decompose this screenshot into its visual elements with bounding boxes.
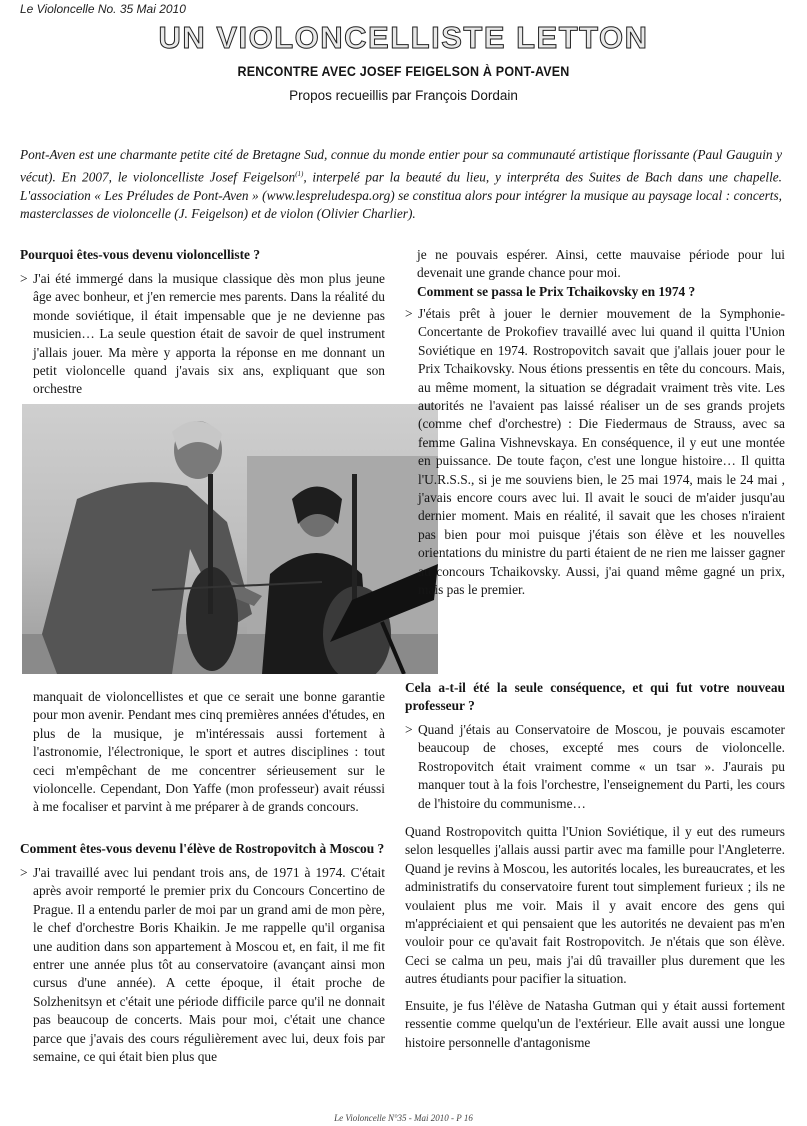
left-column-q2: [20, 840, 385, 1066]
question-3: Comment se passa le Prix Tchaikovsky en 1974 ?: [417, 283, 696, 299]
paragraph-5: Quand Rostropovitch quitta l'Union Soviétique, il y eut des rumeurs selon lesquelles j'allais aussi partir avec ma famille pour l'Angleterre. Quand je revins à Moscou, les autorités locales, les bureaucrates, et les administratifs du conservatoire furent tout simplement furieux ; ils ne voulaient plus me voir. Mais il y avait encore des gens qui m'appréciaient et qui pensaient que les autorités ne devaient pas m'en vouloir pour ce qu'avait fait Rostropovitch. Je n'étais que son élève. Ceci se calma un peu, mais j'ai dû travailler plus durement que les autres étudiants pour pacifier la situation.: [405, 824, 785, 987]
answer-1: [20, 270, 385, 399]
answer-1-text: J'ai été immergé dans la musique classique dès mon plus jeune âge avec bonheur, et j'en remercie mes parents. Dans la réalité du monde soviétique, il était impensable que je ne devienne pas musicien… La seule question était de savoir de quel instrument j'allais jouer. Ma mère y apporta la réponse en me donnant un petit violoncelle quand j'avais six ans, expliquant que son orchestre: [33, 271, 385, 397]
byline: Propos recueillis par François Dordain: [289, 88, 518, 103]
left-column-top: [20, 246, 385, 399]
question-2: Comment êtes-vous devenu l'élève de Rostropovitch à Moscou ?: [20, 841, 385, 856]
intro-paragraph: [20, 146, 782, 224]
answer-3: [405, 305, 785, 600]
right-column-top: [417, 246, 785, 301]
answer-1-continued: manquait de violoncellistes et que ce serait une bonne garantie pour mon avenir. Pendant mes cinq premières années d'études, en plus de la musique, je m'intéressais aussi fortement à l'astronomie, l'électronique, le sport et autres disciplines : tout ceci m'empêchant de me concentrer sérieusement sur le violoncelle. Cependant, Don Yaffe (mon professeur) avait réussi à me focaliser et parvint à me préparer à de grands concours.: [33, 689, 385, 815]
paragraph-6: Ensuite, je fus l'élève de Natasha Gutman qui y était aussi fortement ressentie comme quelqu'un de l'extérieur. Elle avait aussi une longue histoire personnelle d'antagonisme: [405, 997, 785, 1050]
article-photo: [22, 404, 438, 674]
running-head: Le Violoncelle No. 35 Mai 2010: [20, 2, 186, 16]
question-4: Cela a-t-il été la seule conséquence, et qui fut votre nouveau professeur ?: [405, 680, 785, 713]
intro-url: (www.lespreludespa.org): [262, 187, 395, 203]
answer-2-text: J'ai travaillé avec lui pendant trois ans, de 1971 à 1974. C'était après avoir remporté le premier prix du Concours Concertino de Prague. Il a entendu parler de moi par un grand ami de mon père, le chef d'orchestre Boris Khaikin. Je me rappelle qu'il organisa une audition dans son appartement à Moscou et, en fait, il me fit entrer une année plus tôt au conservatoire (avançant ainsi mon cursus d'une année). A cette époque, il était proche de Solzhenitsyn et c'était une période difficile parce qu'il ne donnait pas beaucoup de concerts. Mais pour moi, c'était une chance parce que j'avais des cours régulièrement avec lui, deux fois par semaine, ce qui était bien plus que: [33, 865, 385, 1065]
photo-illustration: [22, 404, 438, 674]
answer-marker: >: [20, 865, 28, 880]
answer-marker: >: [405, 306, 413, 321]
intro-text-1: Pont-Aven est une charmante petite cité de Bretagne Sud, connue du monde entier pour sa communauté artistique florissante (Paul Gauguin y vécut). En 2007, le violoncelliste Josef Feigelson: [20, 147, 782, 185]
page-footer: Le Violoncelle N°35 - Mai 2010 - P 16: [334, 1113, 473, 1123]
answer-4-text: Quand j'étais au Conservatoire de Moscou, je pouvais escamoter beaucoup de choses, excepté mes cours de violoncelle. Rostropovitch était vraiment comme « un tsar ». J'aurais pu manquer tout à la fois l'orchestre, l'enseignement du Parti, les cours de l'histoire du communisme…: [418, 722, 785, 811]
answer-2-continued: je ne pouvais espérer. Ainsi, cette mauvaise période pour lui devenait une grande chance pour moi.: [417, 247, 785, 281]
intro-text-3: se constitua alors pour intégrer la musique au paysage local : concerts, masterclasses de violoncelle (J. Feigelson) et de violon (Olivier Charlier).: [20, 187, 782, 222]
answer-3-text: J'étais prêt à jouer le dernier mouvement de la Symphonie-Concertante de Prokofiev travaillé avec lui quand il quitta l'Union Soviétique en 1974. Rostropovitch savait que j'allais jouer pour le Prix Tchaikovsky. Nous étions pressentis en tête du concours. Mais, au même moment, la situation se dégradait vraiment très vite. Les autorités ne l'avaient pas laissé réaliser un de ses grands projets (comme chef d'orchestre) : Die Fiedermaus de Strauss, avec sa femme Galina Vishnevskaya. En conséquence, il y eut une montée en puissance. De toute façon, c'est une longue histoire… Il quitta l'U.R.S.S., si je me souviens bien, le 25 mai 1974, mais le 24 mai , j'avais encore cours avec lui. Il avait le souci de m'aider jusqu'au dernier moment. Mais en réalité, il savait que les choses n'iraient pas bien pour moi puisque j'étais son élève et les nouvelles orientations du ministre du parti étaient de ne rien me laisser gagner au concours Tchaikovsky. Aussi, j'ai quand même gagné un prix, mais pas le premier.: [418, 306, 785, 598]
intro-text-2: , interpelé par la beauté du lieu, y interpréta des Suites de Bach dans une chapelle. L'association « Les Préludes de Pont-Aven »: [20, 169, 782, 203]
left-column-bottom: [33, 688, 385, 817]
answer-4: [405, 721, 785, 813]
article-subtitle: RENCONTRE AVEC JOSEF FEIGELSON À PONT-AVEN: [237, 64, 570, 79]
article-title: UN VIOLONCELLISTE LETTON: [158, 20, 649, 55]
footnote-mark: (1): [295, 169, 304, 178]
answer-marker: >: [20, 271, 28, 286]
right-column-a3: [405, 305, 785, 600]
right-column-lower: [405, 679, 785, 1052]
answer-2: [20, 864, 385, 1066]
answer-marker: >: [405, 722, 413, 737]
question-1: Pourquoi êtes-vous devenu violoncelliste ?: [20, 247, 261, 262]
